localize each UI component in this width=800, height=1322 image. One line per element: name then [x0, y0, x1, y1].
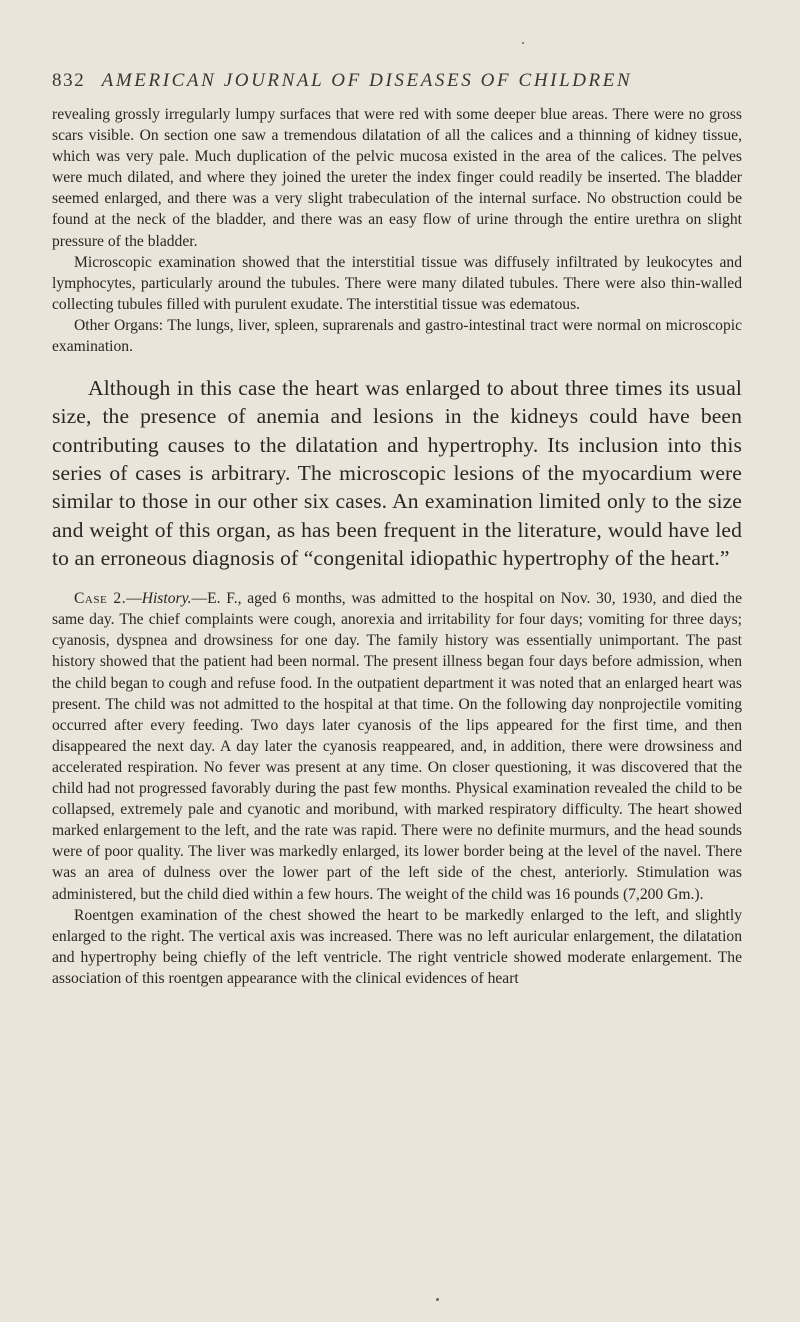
paragraph-microscopic: Microscopic examination showed that the interstitial tissue was diffusely infiltrated by leukocytes and lymphocytes, particularly around the tubules. There were many dilated tubules. There were also thin-walled collecting tubules filled with purulent exudate. The interstitial tissue was edematous.: [52, 253, 742, 313]
journal-page: [52, 70, 742, 989]
scan-speck: [522, 42, 524, 44]
paragraph-roentgen: Roentgen examination of the chest showed the heart to be markedly enlarged to the left, and slightly enlarged to the right. The vertical axis was increased. There was no left auricular enlargement, the dilatation and hypertrophy being chiefly of the left ventricle. The right ventricle showed moderate enlargement. The association of this roentgen appearance with the clinical evidences of heart: [52, 906, 742, 987]
journal-title: AMERICAN JOURNAL OF DISEASES OF CHILDREN: [101, 70, 633, 91]
text-block-upper: [52, 104, 742, 357]
paragraph-case-2-history: [52, 588, 742, 904]
scan-speck: [436, 1298, 439, 1301]
case-2-history-text: —E. F., aged 6 months, was admitted to the hospital on Nov. 30, 1930, and died the same day. The chief complaints were cough, anorexia and irritability for four days; vomiting for three days; cyanosis, dyspnea and drowsiness for one day. The family history was essentially unimportant. The past history showed that the patient had been normal. The present illness began four days before admission, when the child began to cough and refuse food. In the outpatient department it was noted that an enlarged heart was present. The child was not admitted to the hospital at that time. On the following day nonprojectile vomiting occurred after every feeding. Two days later cyanosis of the lips appeared for the first time, and then disappeared the next day. A day later the cyanosis reappeared, and, in addition, there were drowsiness and accelerated respiration. No fever was present at any time. On closer questioning, it was discovered that the child had not progressed favorably during the past few months. Physical examination revealed the child to be collapsed, extremely pale and cyanotic and moribund, with marked respiratory difficulty. The heart showed marked enlargement to the left, and the rate was rapid. There were no definite murmurs, and the head sounds were of poor quality. The liver was markedly enlarged, its lower border being at the level of the navel. There was an area of dulness over the lower part of the left side of the chest, anteriorly. Stimulation was administered, but the child died within a few hours. The weight of the child was 16 pounds (7,200 Gm.).: [52, 590, 742, 903]
case-subheading: History.: [141, 590, 192, 608]
page-number: 832: [52, 70, 86, 91]
running-head: [52, 70, 742, 92]
text-block-case-2: [52, 588, 742, 989]
case-heading: Case 2.: [74, 590, 127, 608]
paragraph-comment: Although in this case the heart was enlarged to about three times its usual size, the presence of anemia and lesions in the kidneys could have been contributing causes to the dilatation and hypertrophy. Its inclusion into this series of cases is arbitrary. The microscopic lesions of the myocardium were similar to those in our other six cases. An examination limited only to the size and weight of this organ, as has been frequent in the literature, would have led to an erroneous diagnosis of “congenital idiopathic hypertrophy of the heart.”: [52, 376, 742, 570]
paragraph-kidney-gross: revealing grossly irregularly lumpy surfaces that were red with some deeper blue areas. There were no gross scars visible. On section one saw a tremendous dilatation of all the calices and a thinning of kidney tissue, which was very pale. Much duplication of the pelvic mucosa existed in the area of the calices. The pelves were much dilated, and where they joined the ureter the index finger could readily be inserted. The bladder seemed enlarged, and there was a very slight trabeculation of the internal surface. No obstruction could be found at the neck of the bladder, and there was an easy flow of urine through the entire urethra on slight pressure of the bladder.: [52, 106, 742, 250]
paragraph-other-organs: Other Organs: The lungs, liver, spleen, suprarenals and gastro-intestinal tract were normal on microscopic examination.: [52, 316, 742, 356]
case-dash: —: [126, 590, 142, 608]
text-block-comment: [52, 374, 742, 572]
